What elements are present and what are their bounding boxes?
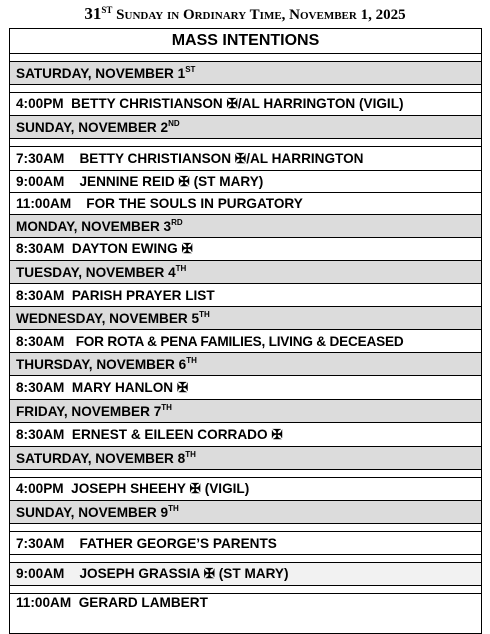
mass-entry [10, 193, 482, 215]
mass-intention: DAYTON EWING ✠ [71, 241, 193, 256]
day-ordinal-suffix: TH [168, 503, 179, 513]
mass-time: 9:00AM [16, 566, 65, 581]
mass-entry [10, 563, 482, 586]
table-title: MASS INTENTIONS [10, 29, 482, 54]
mass-entry [10, 478, 482, 501]
day-header-row [10, 261, 482, 284]
mass-row [10, 532, 482, 555]
day-ordinal-suffix: TH [186, 355, 197, 365]
mass-entry [10, 423, 482, 447]
day-header-row [10, 307, 482, 330]
mass-entry [10, 330, 482, 353]
mass-row [10, 193, 482, 215]
table-title-row [10, 29, 482, 54]
mass-time: 8:30AM [16, 426, 65, 442]
heading-text: Sunday in Ordinary Time, November 1, 2025 [116, 7, 406, 23]
mass-row [10, 423, 482, 447]
spacer-row [10, 586, 482, 594]
mass-row [10, 93, 482, 116]
mass-entry [10, 532, 482, 555]
day-label: TUESDAY, NOVEMBER 4 [16, 264, 176, 280]
mass-entry [10, 238, 482, 261]
spacer-row [10, 85, 482, 93]
mass-intention: BETTY CHRISTIANSON ✠/AL HARRINGTON (VIGIL) [71, 96, 404, 111]
day-header-row [10, 215, 482, 238]
mass-intention: BETTY CHRISTIANSON ✠/AL HARRINGTON [79, 150, 364, 166]
day-ordinal-suffix: TH [199, 309, 210, 319]
day-header [10, 62, 482, 85]
mass-time: 7:30AM [16, 535, 65, 551]
mass-row [10, 478, 482, 501]
mass-time: 8:30AM [16, 333, 65, 349]
day-ordinal-suffix: RD [171, 217, 183, 227]
day-header-row [10, 353, 482, 376]
mass-intention: FOR THE SOULS IN PURGATORY [86, 196, 303, 211]
day-label: SATURDAY, NOVEMBER 8 [16, 450, 186, 466]
day-header [10, 116, 482, 139]
day-header [10, 353, 482, 376]
mass-entry [10, 93, 482, 116]
mass-intention: FATHER GEORGE’S PARENTS [79, 535, 277, 551]
mass-time: 8:30AM [16, 287, 65, 303]
day-header [10, 215, 482, 238]
mass-time: 8:30AM [16, 241, 65, 256]
day-header-row [10, 116, 482, 139]
mass-intention: JENNINE REID ✠ (ST MARY) [79, 173, 264, 189]
bulletin-heading [0, 4, 490, 24]
mass-row [10, 238, 482, 261]
day-header-row [10, 447, 482, 470]
day-ordinal-suffix: ST [185, 64, 196, 74]
day-header-row [10, 501, 482, 524]
mass-time: 4:00PM [16, 96, 64, 111]
mass-intention: GERARD LAMBERT [78, 595, 208, 610]
mass-row [10, 563, 482, 586]
mass-intention: MARY HANLON ✠ [71, 379, 189, 395]
day-ordinal-suffix: TH [185, 449, 196, 459]
day-header [10, 307, 482, 330]
heading-number: 31 [84, 4, 102, 23]
day-label: SUNDAY, NOVEMBER 9 [16, 504, 169, 520]
spacer-row [10, 139, 482, 147]
mass-entry [10, 376, 482, 400]
day-ordinal-suffix: TH [161, 402, 172, 412]
day-label: FRIDAY, NOVEMBER 7 [16, 403, 162, 419]
day-header [10, 400, 482, 423]
spacer-row [10, 54, 482, 62]
mass-entry [10, 171, 482, 193]
mass-time: 4:00PM [16, 481, 64, 496]
day-header [10, 261, 482, 284]
mass-intention: JOSEPH SHEEHY ✠ (VIGIL) [71, 481, 250, 496]
day-header [10, 501, 482, 524]
spacer-row [10, 470, 482, 478]
mass-intention: JOSEPH GRASSIA ✠ (ST MARY) [79, 566, 289, 581]
heading-number-suffix: ST [101, 5, 113, 15]
mass-row [10, 171, 482, 193]
day-label: SUNDAY, NOVEMBER 2 [16, 119, 169, 135]
day-header-row [10, 400, 482, 423]
mass-time: 11:00AM [16, 595, 72, 610]
mass-row [10, 284, 482, 307]
day-label: WEDNESDAY, NOVEMBER 5 [16, 310, 200, 326]
day-label: THURSDAY, NOVEMBER 6 [16, 356, 187, 372]
mass-intention: PARISH PRAYER LIST [71, 287, 215, 303]
mass-row [10, 376, 482, 400]
spacer-row [10, 555, 482, 563]
day-label: SATURDAY, NOVEMBER 1 [16, 65, 186, 81]
mass-row [10, 330, 482, 353]
day-header-row [10, 62, 482, 85]
mass-time: 7:30AM [16, 150, 65, 166]
mass-time: 11:00AM [16, 196, 72, 211]
day-header [10, 447, 482, 470]
spacer-row [10, 524, 482, 532]
mass-intentions-table [9, 28, 482, 634]
mass-time: 8:30AM [16, 379, 65, 395]
mass-intention: FOR ROTA & PENA FAMILIES, LIVING & DECEASED [75, 333, 404, 349]
mass-entry [10, 284, 482, 307]
mass-entry [10, 147, 482, 171]
mass-intention: ERNEST & EILEEN CORRADO ✠ [71, 426, 283, 442]
day-label: MONDAY, NOVEMBER 3 [16, 218, 172, 234]
mass-row [10, 147, 482, 171]
mass-time: 9:00AM [16, 173, 65, 189]
day-ordinal-suffix: TH [175, 263, 187, 273]
day-ordinal-suffix: ND [168, 118, 180, 128]
